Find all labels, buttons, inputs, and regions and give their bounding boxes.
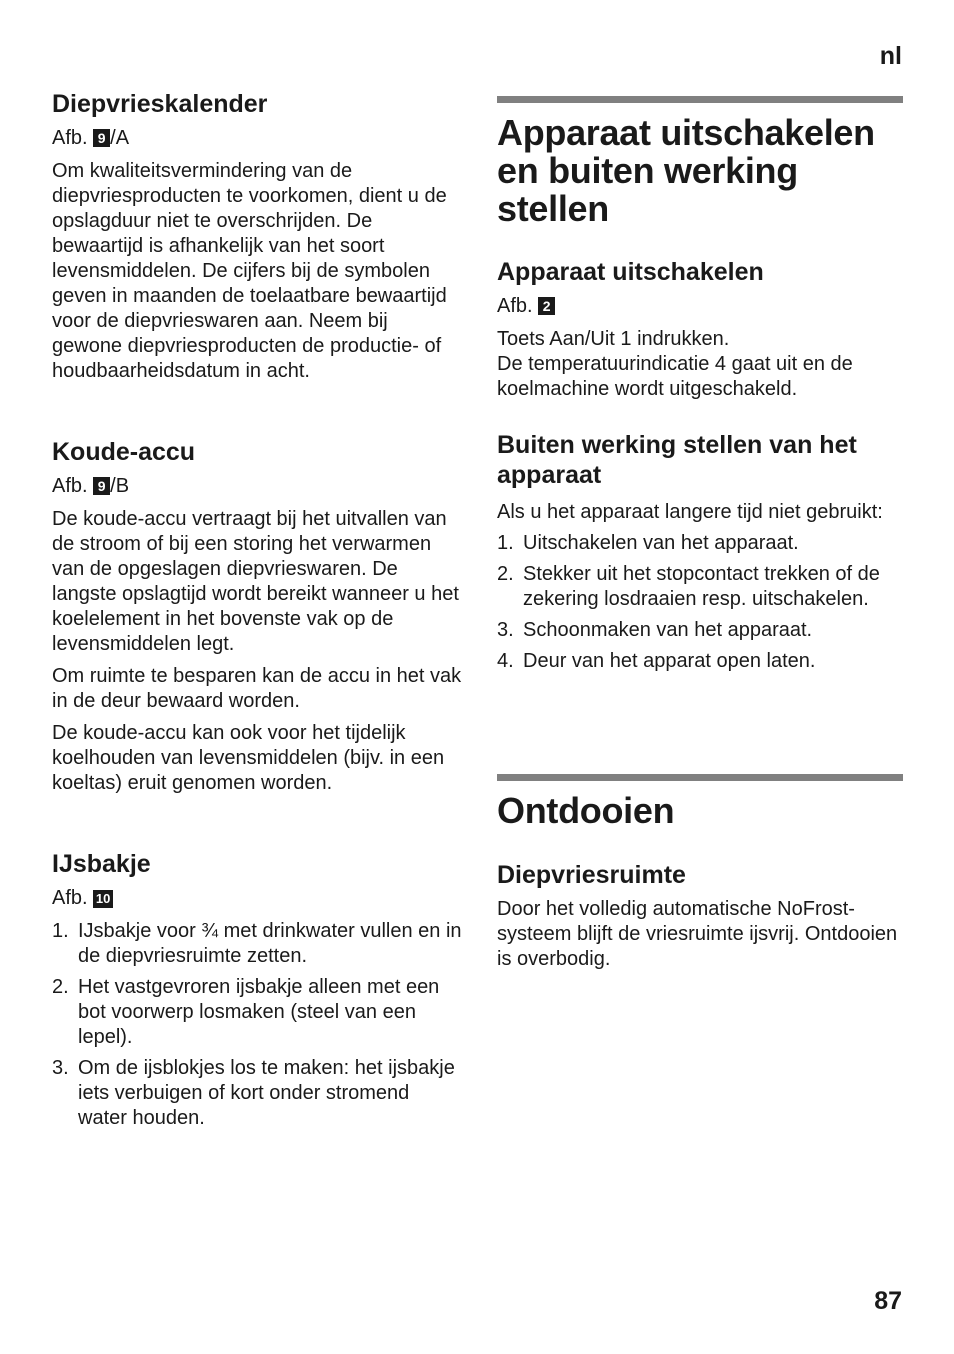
figure-reference — [52, 474, 462, 499]
figure-suffix: /B — [110, 475, 130, 497]
body-text: Om kwaliteitsvermindering van de diepvriesproducten te voorkomen, dient u de opslagduur niet te overschrijden. De bewaartijd is afhankelijk van het soort levensmiddelen. De cijfers bij de symbolen geven in maanden de toelaatbare bewaartijd voor de diepvrieswaren aan. Neem bij gewone diepvriesproducten de productie- of houdbaarheidsdatum in acht. — [52, 160, 447, 382]
list-item — [52, 919, 462, 969]
step-text: Het vastgevroren ijsbakje alleen met een bot voorwerp losmaken (steel van een lepel). — [78, 976, 440, 1048]
language-code: nl — [879, 42, 902, 70]
afb-prefix: Afb. — [52, 887, 88, 909]
section-ijsbakje — [52, 849, 462, 1131]
steps-list — [497, 531, 907, 674]
afb-prefix: Afb. — [497, 295, 533, 317]
section-title: Diepvrieskalender — [52, 90, 268, 118]
section-diepvrieskalender — [52, 89, 462, 384]
afb-prefix: Afb. — [52, 475, 88, 497]
page-number: 87 — [874, 1287, 902, 1315]
section-title: Diepvriesruimte — [497, 861, 686, 889]
section-diepvriesruimte — [497, 860, 907, 972]
body-text: Om ruimte te besparen kan de accu in het vak in de deur bewaard worden. — [52, 665, 462, 712]
step-number: 1. — [497, 532, 514, 554]
section-apparaat-uitschakelen — [497, 257, 907, 402]
step-text: Schoonmaken van het apparaat. — [523, 619, 813, 641]
body-text: Toets Aan/Uit 1 indrukken. — [497, 328, 730, 350]
list-item — [52, 1056, 462, 1131]
step-number: 2. — [52, 976, 69, 998]
list-item — [497, 618, 907, 643]
body-text: De koude-accu kan ook voor het tijdelijk koelhouden van levensmiddelen (bijv. in een koeltas) eruit genomen worden. — [52, 722, 445, 794]
section-koude-accu — [52, 437, 462, 796]
body-text: De temperatuurindicatie 4 gaat uit en de koelmachine wordt uitgeschakeld. — [497, 353, 853, 400]
step-text: Deur van het apparat open laten. — [523, 650, 816, 672]
chapter-rule — [497, 774, 903, 781]
section-title: Buiten werking stellen van het apparaat — [497, 431, 857, 489]
body-text: Door het volledig automatische NoFrost-systeem blijft de vriesruimte ijsvrij. Ontdooien is overbodig. — [497, 898, 898, 970]
figure-suffix: /A — [110, 127, 130, 149]
figure-reference — [52, 886, 462, 911]
chapter-title: Apparaat uitschakelen en buiten werking stellen — [497, 112, 875, 229]
step-number: 3. — [497, 619, 514, 641]
figure-reference — [497, 294, 907, 319]
section-buiten-werking — [497, 430, 907, 674]
step-number: 2. — [497, 563, 514, 585]
step-text: Uitschakelen van het apparaat. — [523, 532, 799, 554]
chapter-rule — [497, 96, 903, 103]
step-number: 3. — [52, 1057, 69, 1079]
body-text: De koude-accu vertraagt bij het uitvallen van de stroom of bij een storing het verwarmen van de opgeslagen diepvrieswaren. De langste opslagtijd wordt bereikt wanneer u het koelelement in het bovenste vak op de levensmiddelen legt. — [52, 508, 459, 655]
section-title: Apparaat uitschakelen — [497, 258, 764, 286]
list-item — [497, 649, 907, 674]
afb-prefix: Afb. — [52, 127, 88, 149]
figure-number-badge: 10 — [93, 890, 113, 908]
step-number: 4. — [497, 650, 514, 672]
step-text: Stekker uit het stopcontact trekken of de zekering losdraaien resp. uitschakelen. — [523, 563, 880, 610]
step-number: 1. — [52, 920, 69, 942]
figure-number-badge: 9 — [93, 477, 110, 495]
list-item — [497, 562, 907, 612]
list-item — [497, 531, 907, 556]
figure-number-badge: 9 — [93, 129, 110, 147]
list-item — [52, 975, 462, 1050]
figure-number-badge: 2 — [538, 297, 555, 315]
section-title: Koude-accu — [52, 438, 196, 466]
chapter-title: Ontdooien — [497, 790, 675, 831]
steps-list — [52, 919, 462, 1131]
figure-reference — [52, 126, 462, 151]
step-text: IJsbakje voor ¾ met drinkwater vullen en in de diepvriesruimte zetten. — [78, 920, 462, 967]
body-text: Als u het apparaat langere tijd niet gebruikt: — [497, 501, 883, 523]
section-title: IJsbakje — [52, 850, 151, 878]
step-text: Om de ijsblokjes los te maken: het ijsbakje iets verbuigen of kort onder stromend water houden. — [78, 1057, 455, 1129]
